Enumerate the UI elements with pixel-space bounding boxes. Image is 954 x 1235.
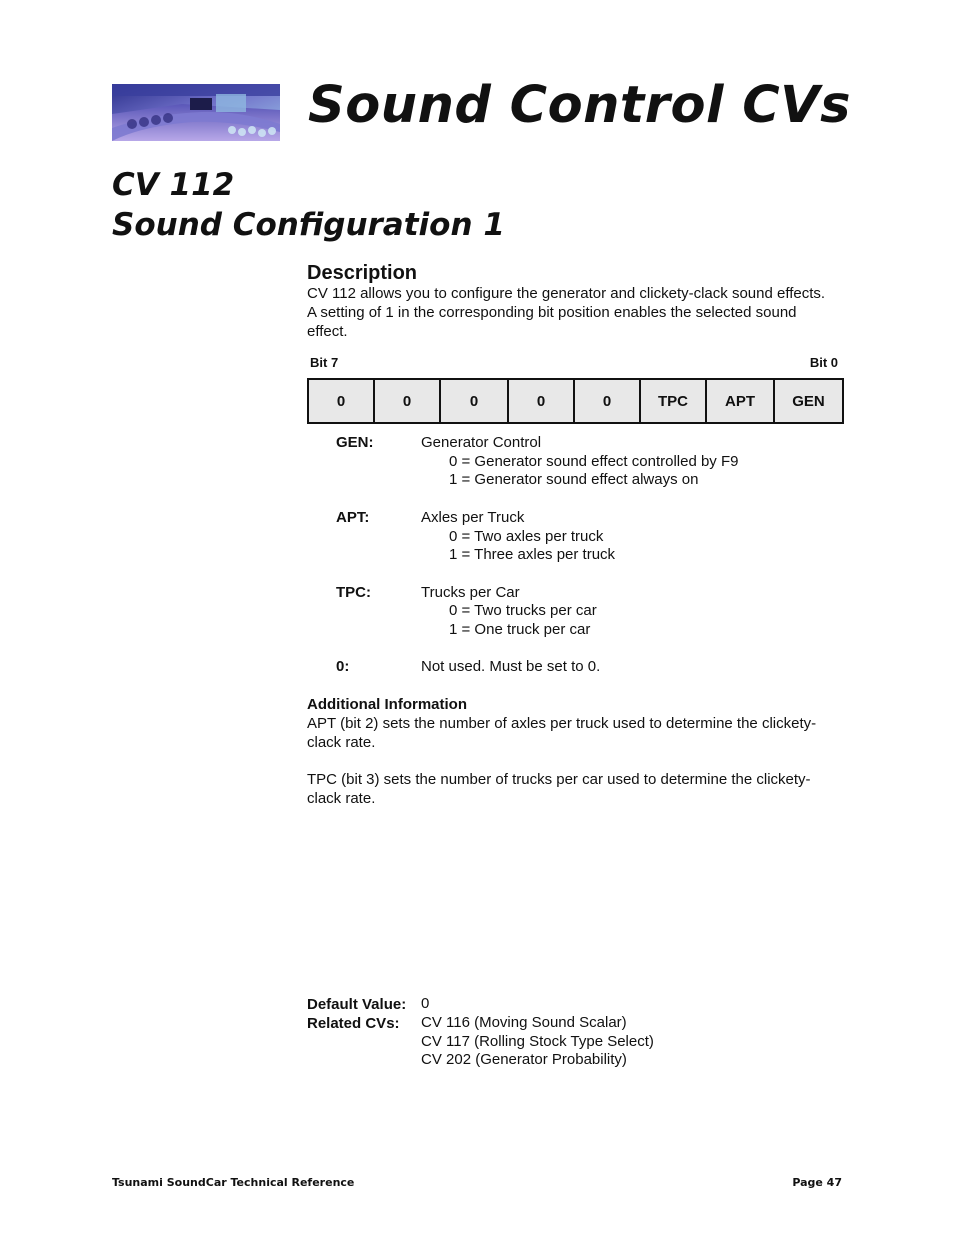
train-yard-photo xyxy=(112,84,280,141)
bit-cell-7: 0 xyxy=(308,379,374,423)
cv-heading xyxy=(112,165,505,245)
definition-title-gen: Generator Control xyxy=(421,434,542,451)
bit-cell-3: 0 xyxy=(574,379,640,423)
description-body: CV 112 allows you to configure the generator and clickety-clack sound effects. A setting of 1 in the corresponding bit position enables the selected sound effect. xyxy=(307,285,826,340)
default-value-label: Default Value: xyxy=(307,996,407,1013)
page-title: Sound Control CVs xyxy=(308,76,851,135)
definition-label-unused: 0: xyxy=(336,658,350,675)
definition-label-apt: APT: xyxy=(336,509,370,526)
related-cv-item: CV 116 (Moving Sound Scalar) xyxy=(421,1014,627,1031)
bit7-label: Bit 7 xyxy=(310,355,339,370)
related-cv-item: CV 117 (Rolling Stock Type Select) xyxy=(421,1033,654,1050)
bit-cell-6: 0 xyxy=(374,379,440,423)
header-banner-image xyxy=(112,84,280,141)
bit-cell-2: TPC xyxy=(640,379,706,423)
definition-option: 1 = One truck per car xyxy=(449,621,591,638)
definition-option: 0 = Generator sound effect controlled by F9 xyxy=(449,453,739,470)
definition-label-tpc: TPC: xyxy=(336,584,371,601)
default-value: 0 xyxy=(421,995,430,1012)
bit-table xyxy=(307,378,844,424)
cv-number: CV 112 xyxy=(112,167,235,203)
related-cv-item: CV 202 (Generator Probability) xyxy=(421,1051,627,1068)
cv-name: Sound Configuration 1 xyxy=(112,207,505,243)
bit-row xyxy=(308,379,843,423)
additional-info-paragraph: TPC (bit 3) sets the number of trucks per car used to determine the clickety-clack rate. xyxy=(307,771,811,807)
additional-info-paragraph: APT (bit 2) sets the number of axles per truck used to determine the clickety-clack rate. xyxy=(307,715,817,751)
definition-option: 0 = Two trucks per car xyxy=(449,602,597,619)
definition-option: 1 = Three axles per truck xyxy=(449,546,616,563)
footer-document-title: Tsunami SoundCar Technical Reference xyxy=(112,1176,355,1189)
related-cvs-label: Related CVs: xyxy=(307,1015,400,1032)
bit-cell-4: 0 xyxy=(508,379,574,423)
description-heading: Description xyxy=(307,262,418,284)
definition-title-unused: Not used. Must be set to 0. xyxy=(421,658,601,675)
bit0-label: Bit 0 xyxy=(809,355,838,370)
definition-option: 1 = Generator sound effect always on xyxy=(449,471,699,488)
definition-title-apt: Axles per Truck xyxy=(421,509,525,526)
definition-option: 0 = Two axles per truck xyxy=(449,528,604,545)
bit-cell-0: GEN xyxy=(774,379,843,423)
additional-info-heading: Additional Information xyxy=(307,696,467,713)
footer-page-number: Page 47 xyxy=(792,1176,842,1189)
definition-title-tpc: Trucks per Car xyxy=(421,584,520,601)
bit-cell-5: 0 xyxy=(440,379,508,423)
definition-label-gen: GEN: xyxy=(336,434,374,451)
bit-cell-1: APT xyxy=(706,379,774,423)
